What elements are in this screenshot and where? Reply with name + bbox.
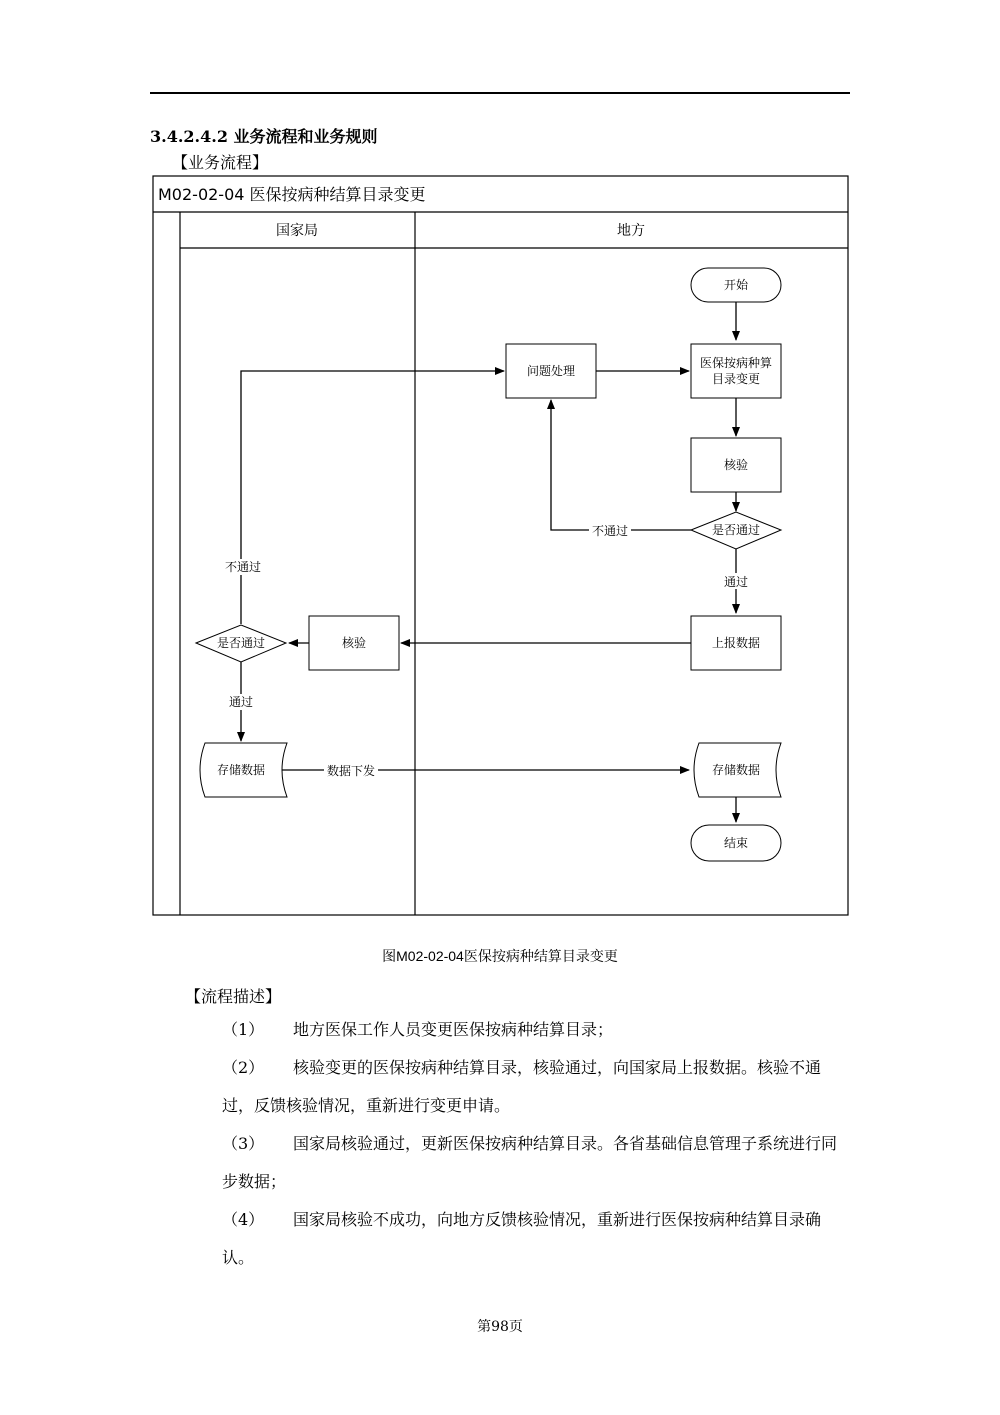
node-verify-national-label: 核验: [341, 636, 367, 650]
node-report-label: 上报数据: [711, 636, 761, 650]
description-item-text: 核验变更的医保按病种结算目录，核验通过，向国家局上报数据。核验不通过，反馈核验情况，重新进行变更申请。: [222, 1058, 822, 1115]
edge-label-national-pass: 通过: [228, 695, 254, 709]
node-verify-local-label: 核验: [723, 458, 749, 472]
edge-label-local-fail: 不通过: [591, 524, 629, 538]
description-item-number: （2）: [222, 1058, 265, 1077]
description-item-text: 国家局核验不成功，向地方反馈核验情况，重新进行医保按病种结算目录确认。: [222, 1210, 822, 1267]
description-item-number: （1）: [222, 1020, 265, 1039]
node-decision-local-label: 是否通过: [711, 523, 761, 537]
description-item: [222, 1049, 850, 1125]
edge-local-fail: [551, 400, 691, 530]
figure-caption: 图M02-02-04医保按病种结算目录变更: [382, 948, 618, 964]
node-change: [691, 344, 781, 398]
node-start-label: 开始: [723, 278, 749, 292]
description-item: [222, 1201, 850, 1277]
section-heading: 3.4.2.4.2 业务流程和业务规则: [150, 127, 378, 146]
node-end-label: 结束: [723, 836, 749, 850]
lane-header-local: 地方: [617, 223, 645, 239]
diagram-title: M02-02-04 医保按病种结算目录变更: [158, 185, 426, 204]
page-number: 第98页: [477, 1319, 523, 1335]
edge-label-national-fail: 不通过: [224, 560, 262, 574]
flow-sublabel: 【业务流程】: [172, 153, 269, 172]
node-store-local-label: 存储数据: [711, 763, 761, 777]
edge-label-local-pass: 通过: [723, 575, 749, 589]
node-change-label-2: 目录变更: [711, 372, 761, 386]
edge-label-dispatch: 数据下发: [326, 764, 376, 778]
description-item-text: 国家局核验通过，更新医保按病种结算目录。各省基础信息管理子系统进行同步数据；: [222, 1134, 838, 1191]
description-item-number: （4）: [222, 1210, 265, 1229]
description-item-number: （3）: [222, 1134, 265, 1153]
lane-header-national: 国家局: [276, 223, 318, 239]
description-item: [222, 1011, 850, 1049]
edge-national-fail: [241, 371, 504, 624]
description-item-text: 地方医保工作人员变更医保按病种结算目录；: [293, 1020, 614, 1039]
node-store-national-label: 存储数据: [216, 763, 266, 777]
node-decision-national-label: 是否通过: [216, 636, 266, 650]
node-problem-label: 问题处理: [526, 364, 576, 378]
node-change-label-1: 医保按病种算: [699, 356, 773, 370]
description-item: [222, 1125, 850, 1201]
description-label: 【流程描述】: [185, 987, 282, 1006]
